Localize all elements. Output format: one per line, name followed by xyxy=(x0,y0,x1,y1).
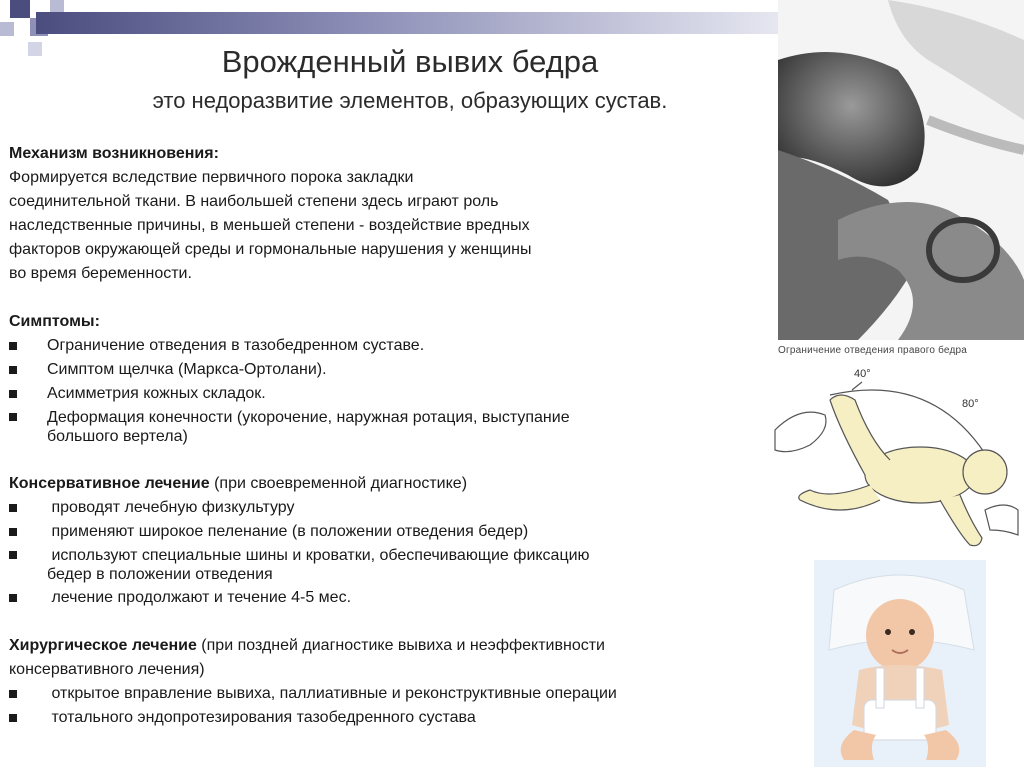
angle-label-80: 80° xyxy=(962,398,979,410)
conservative-item: применяют широкое пеленание (в положении отведения бедер) xyxy=(9,520,774,544)
symptom-item: Симптом щелчка (Маркса-Ортолани). xyxy=(9,358,774,382)
surgical-heading: Хирургическое лечение (при поздней диагностике вывиха и неэффективности xyxy=(9,637,605,654)
bullet-icon xyxy=(9,551,17,559)
mechanism-line: факторов окружающей среды и гормональные нарушения у женщины xyxy=(9,241,532,258)
baby-splint-photo xyxy=(814,560,986,767)
content-column xyxy=(9,142,774,730)
mechanism-line: во время беременности. xyxy=(9,265,192,282)
conservative-item: используют специальные шины и кроватки, обеспечивающие фиксацию бедер в положении отведения xyxy=(9,544,774,586)
symptom-item: Деформация конечности (укорочение, наружная ротация, выступание большого вертела) xyxy=(9,406,774,448)
conservative-heading: Консервативное лечение (при своевременной диагностике) xyxy=(9,475,468,492)
angle-label-40: 40° xyxy=(854,368,871,380)
bullet-icon xyxy=(9,690,17,698)
mechanism-line: Формируется вследствие первичного порока закладки xyxy=(9,169,414,186)
pelvis-xray-image xyxy=(778,0,1024,340)
bullet-icon xyxy=(9,504,17,512)
bullet-icon xyxy=(9,594,17,602)
bullet-icon xyxy=(9,390,17,398)
slide-subtitle: это недоразвитие элементов, образующих сустав. xyxy=(152,88,668,113)
bullet-icon xyxy=(9,714,17,722)
surgical-item: открытое вправление вывиха, паллиативные и реконструктивные операции xyxy=(9,682,774,706)
symptom-item: Асимметрия кожных складок. xyxy=(9,382,774,406)
mechanism-line: соединительной ткани. В наибольшей степени здесь играют роль xyxy=(9,193,499,210)
title-accent-bar xyxy=(36,12,780,34)
mechanism-line: наследственные причины, в меньшей степени - воздействие вредных xyxy=(9,217,530,234)
illustration-caption: Ограничение отведения правого бедра xyxy=(778,345,968,356)
surgical-heading-cont: консервативного лечения) xyxy=(9,661,205,678)
bullet-icon xyxy=(9,366,17,374)
conservative-item: проводят лечебную физкультуру xyxy=(9,496,774,520)
symptom-item: Ограничение отведения в тазобедренном суставе. xyxy=(9,334,774,358)
bullet-icon xyxy=(9,528,17,536)
hip-abduction-illustration xyxy=(770,360,1020,555)
bullet-icon xyxy=(9,342,17,350)
bullet-icon xyxy=(9,413,17,421)
mechanism-heading: Механизм возникновения: xyxy=(9,145,219,162)
symptoms-heading: Симптомы: xyxy=(9,313,100,330)
conservative-item: лечение продолжают и течение 4-5 мес. xyxy=(9,586,774,610)
slide-title: Врожденный вывих бедра xyxy=(221,44,599,79)
surgical-item: тотального эндопротезирования тазобедренного сустава xyxy=(9,706,774,730)
